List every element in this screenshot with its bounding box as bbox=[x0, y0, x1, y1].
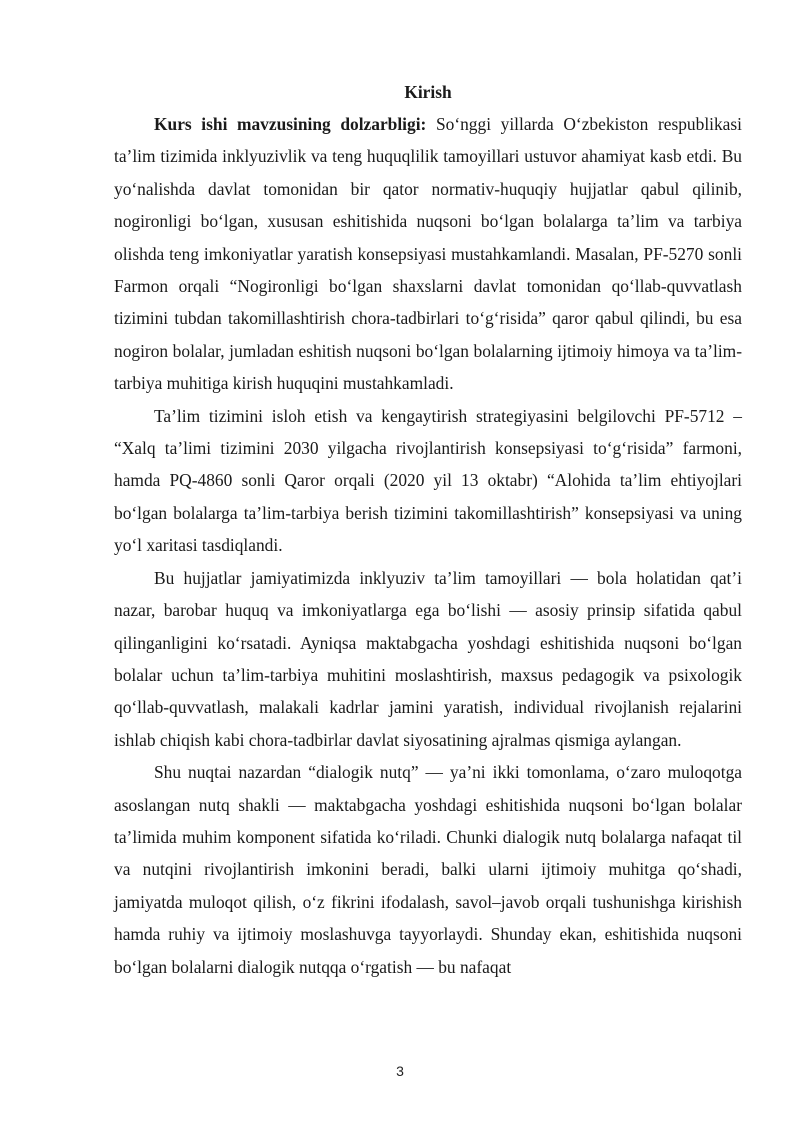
paragraph-text: So‘nggi yillarda O‘zbekiston respublikasi ta’lim tizimida inklyuzivlik va teng huquqlilik tamoyillari ustuvor ahamiyat kasb etdi. Bu yo‘nalishda davlat tomonidan bir qator normativ-huquqiy hujjatlar qabul qilinib, nogironligi bo‘lgan, xususan eshitishida nuqsoni bo‘lgan bolalarga ta’lim va tarbiya olishda teng imkoniyatlar yaratish konsepsiyasi mustahkamlandi. Masalan, PF-5270 sonli Farmon orqali “Nogironligi bo‘lgan shaxslarni davlat tomonidan qo‘llab-quvvatlash tizimini tubdan takomillashtirish chora-tadbirlari to‘g‘risida” qaror qabul qilindi, bu esa nogiron bolalar, jumladan eshitish nuqsoni bo‘lgan bolalarning ijtimoiy himoya va ta’lim-tarbiya muhitiga kirish huquqini mustahkamladi. bbox=[114, 114, 743, 394]
paragraph-strategy bbox=[114, 400, 742, 562]
paragraph-inclusive bbox=[114, 562, 742, 756]
section-heading: Kirish bbox=[404, 82, 452, 102]
paragraph-relevance bbox=[114, 108, 742, 400]
paragraph-text: Bu hujjatlar jamiyatimizda inklyuziv ta’lim tamoyillari — bola holatidan qat’i nazar, barobar huquq va imkoniyatlarga ega bo‘lishi — asosiy prinsip sifatida qabul qilinganligini ko‘rsatadi. Ayniqsa maktabgacha yoshdagi eshitishida nuqsoni bo‘lgan bolalar uchun ta’lim-tarbiya muhitini moslashtirish, maxsus pedagogik va psixologik qo‘llab-quvvatlash, malakali kadrlar jamini yaratish, individual rivojlanish rejalarini ishlab chiqish kabi chora-tadbirlar davlat siyosatining ajralmas qismiga aylangan. bbox=[114, 567, 742, 750]
paragraph-text: Shu nuqtai nazardan “dialogik nutq” — ya’ni ikki tomonlama, o‘zaro muloqotga asoslangan nutq shakli — maktabgacha yoshdagi eshitishida nuqsoni bo‘lgan bolalar ta’limida muhim komponent sifatida ko‘riladi. Chunki dialogik nutq bolalarga nafaqat til va nutqini rivojlantirish imkonini beradi, balki ularni ijtimoiy muhitga qo‘shadi, jamiyatda muloqot qilish, o‘z fikrini ifodalash, savol–javob orqali tushunishga kirishish hamda ruhiy va ijtimoiy moslashuvga tayyorlaydi. Shunday ekan, eshitishida nuqsoni bo‘lgan bolalarni dialogik nutqqa o‘rgatish — bu nafaqat bbox=[114, 762, 742, 977]
paragraph-text: Ta’lim tizimini isloh etish va kengaytirish strategiyasini belgilovchi PF-5712 – “Xalq ta’limi tizimini 2030 yilgacha rivojlantirish konsepsiyasi to‘g‘risida” farmoni, hamda PQ-4860 sonli Qaror orqali (2020 yil 13 oktabr) “Alohida ta’lim ehtiyojlari bo‘lgan bolalarga ta’lim-tarbiya berish tizimini takomillashtirish” konsepsiyasi va uning yo‘l xaritasi tasdiqlandi. bbox=[114, 405, 742, 556]
paragraph-dialogic bbox=[114, 756, 742, 983]
page-number: 3 bbox=[396, 1063, 404, 1079]
page-body bbox=[114, 76, 742, 983]
paragraph-lead: Kurs ishi mavzusining dolzarbligi: bbox=[154, 114, 427, 134]
